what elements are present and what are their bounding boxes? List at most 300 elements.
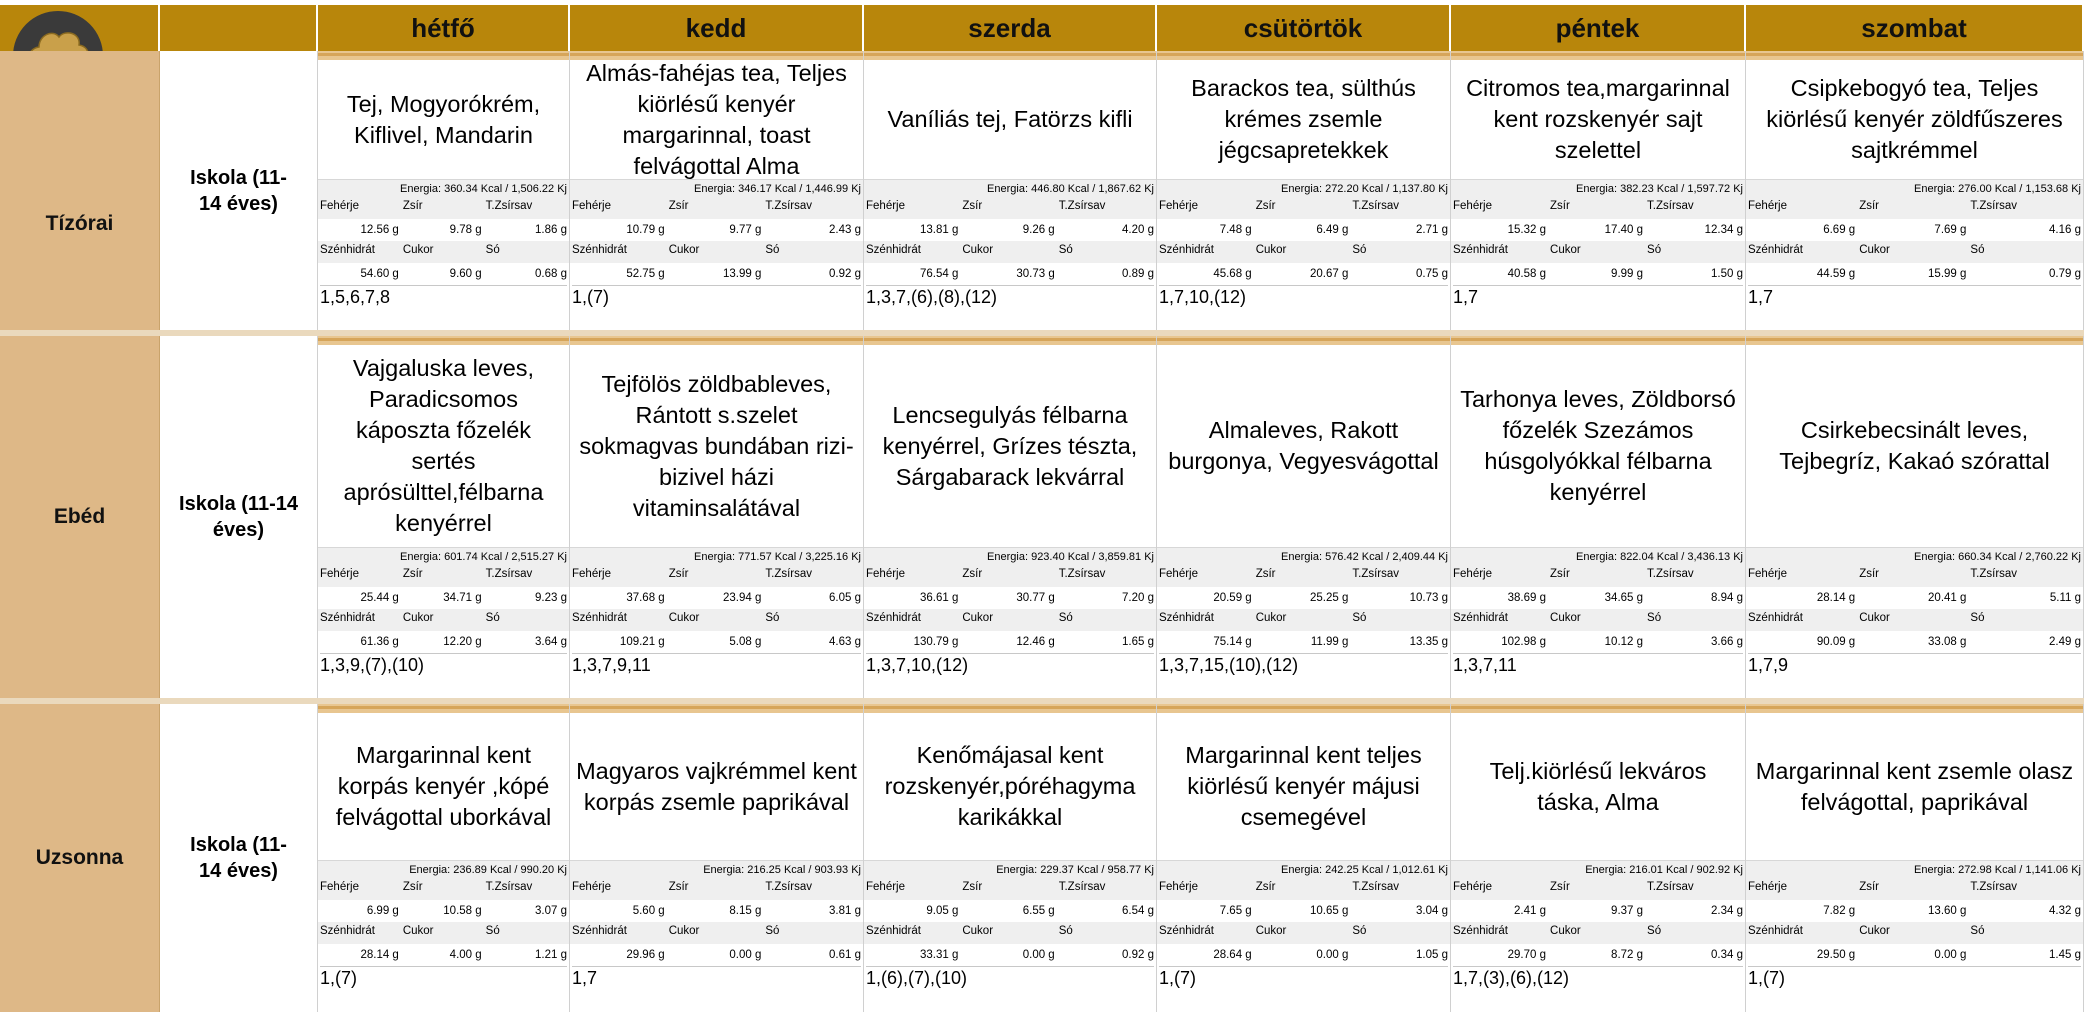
- energy-value: Energia: 360.34 Kcal / 1,506.22 Kj: [318, 179, 569, 197]
- day-header-1: kedd: [570, 5, 864, 51]
- value-sugar: 9.99 g: [1611, 268, 1644, 280]
- value-fat: 8.15 g: [729, 905, 762, 917]
- nutrient-value-row: [1157, 900, 1450, 922]
- dish-name: Telj.kiörlésű lekváros táska, Alma: [1489, 757, 1707, 815]
- nutrient-value-row: [1157, 219, 1450, 241]
- allergen-codes: 1,5,6,7,8: [320, 285, 567, 308]
- dish-name: Vajgaluska leves, Paradicsomos káposzta főzelék sertés aprósülttel,félbarna kenyérrel: [343, 355, 544, 536]
- energy-value: Energia: 276.00 Kcal / 1,153.68 Kj: [1746, 179, 2083, 197]
- day-header-5: szombat: [1746, 5, 2084, 51]
- label-fat: Zsír: [1255, 568, 1276, 580]
- label-salt: Só: [1970, 925, 1985, 937]
- value-carb: 54.60 g: [360, 268, 399, 280]
- nutrient-value-row: [1157, 631, 1450, 653]
- value-satfat: 4.16 g: [2049, 224, 2081, 236]
- value-salt: 0.92 g: [1122, 949, 1154, 961]
- dish-name: Tejfölös zöldbableves, Rántott s.szelet sokmagvas bundában rizi-bizivel házi vitaminsalátával: [579, 370, 854, 521]
- value-fat: 10.58 g: [443, 905, 482, 917]
- cell-accent-bar: [1746, 704, 2083, 713]
- nutrient-value-row: [318, 587, 569, 609]
- energy-value: Energia: 229.37 Kcal / 958.77 Kj: [864, 860, 1156, 878]
- value-sugar: 9.60 g: [449, 268, 482, 280]
- nutrient-value-row: [1451, 944, 1745, 966]
- school-label: Iskola (11-14 éves): [160, 336, 318, 698]
- label-fat: Zsír: [668, 200, 689, 212]
- label-protein: Fehérje: [320, 200, 359, 212]
- nutrient-label-row: [1157, 609, 1450, 631]
- value-carb: 75.14 g: [1213, 636, 1252, 648]
- value-satfat: 4.32 g: [2049, 905, 2081, 917]
- label-sugar: Cukor: [1255, 925, 1287, 937]
- nutrient-label-row: [1746, 565, 2083, 587]
- nutrient-label-row: [318, 565, 569, 587]
- dish-name: Lencsegulyás félbarna kenyérrel, Grízes tészta, Sárgabarack lekvárral: [882, 401, 1138, 490]
- nutrient-value-row: [1746, 631, 2083, 653]
- label-satfat: T.Zsírsav: [1647, 881, 1694, 893]
- value-fat: 9.77 g: [729, 224, 762, 236]
- value-sugar: 0.00 g: [1316, 949, 1349, 961]
- label-satfat: T.Zsírsav: [1058, 881, 1106, 893]
- nutrient-value-row: [1157, 263, 1450, 285]
- nutrient-label-row: [318, 241, 569, 263]
- dish-name: Barackos tea, sülthús krémes zsemle jégcsapretekkek: [1191, 75, 1416, 163]
- value-salt: 13.35 g: [1409, 636, 1448, 648]
- allergen-codes: 1,(7): [320, 966, 567, 989]
- label-satfat: T.Zsírsav: [485, 200, 533, 212]
- meal-label: Tízórai: [0, 51, 160, 330]
- label-sugar: Cukor: [1859, 925, 1890, 937]
- label-protein: Fehérje: [1159, 568, 1198, 580]
- label-salt: Só: [485, 244, 500, 256]
- nutrient-value-row: [1451, 219, 1745, 241]
- nutrient-value-row: [1746, 900, 2083, 922]
- label-fat: Zsír: [1255, 200, 1276, 212]
- label-satfat: T.Zsírsav: [1970, 568, 2018, 580]
- nutrient-label-row: [318, 878, 569, 900]
- label-fat: Zsír: [962, 568, 983, 580]
- label-protein: Fehérje: [1748, 568, 1787, 580]
- nutrient-label-row: [570, 609, 863, 631]
- value-sugar: 13.99 g: [723, 268, 762, 280]
- value-salt: 0.34 g: [1711, 949, 1743, 961]
- menu-cell: [1746, 704, 2084, 1012]
- meal-label: Ebéd: [0, 336, 160, 698]
- dish-name: Citromos tea,margarinnal kent rozskenyér sajt szelettel: [1466, 75, 1730, 163]
- nutrient-label-row: [864, 565, 1156, 587]
- value-carb: 44.59 g: [1816, 268, 1856, 280]
- label-salt: Só: [1352, 612, 1367, 624]
- label-carb: Szénhidrát: [866, 244, 921, 256]
- nutrient-label-row: [318, 922, 569, 944]
- school-label: Iskola (11- 14 éves): [160, 704, 318, 1012]
- allergen-codes: 1,7,10,(12): [1159, 285, 1448, 308]
- nutrient-value-row: [570, 219, 863, 241]
- nutrient-value-row: [1157, 587, 1450, 609]
- value-satfat: 9.23 g: [535, 592, 567, 604]
- nutrient-label-row: [1157, 197, 1450, 219]
- nutrient-label-row: [1157, 878, 1450, 900]
- label-sugar: Cukor: [668, 612, 700, 624]
- nutrient-label-row: [864, 609, 1156, 631]
- value-satfat: 3.81 g: [829, 905, 861, 917]
- value-sugar: 12.20 g: [443, 636, 482, 648]
- value-fat: 6.55 g: [1022, 905, 1055, 917]
- dish-name: Magyaros vajkrémmel kent korpás zsemle paprikával: [576, 757, 857, 815]
- menu-cell: [864, 704, 1157, 1012]
- label-sugar: Cukor: [962, 244, 994, 256]
- label-protein: Fehérje: [1453, 568, 1492, 580]
- allergen-codes: 1,3,7,15,(10),(12): [1159, 653, 1448, 676]
- value-satfat: 5.11 g: [2049, 592, 2081, 604]
- nutrient-value-row: [318, 944, 569, 966]
- label-satfat: T.Zsírsav: [765, 568, 813, 580]
- menu-cell: [318, 336, 570, 698]
- energy-value: Energia: 822.04 Kcal / 3,436.13 Kj: [1451, 547, 1745, 565]
- dish-name: Csipkebogyó tea, Teljes kiörlésű kenyér zöldfűszeres sajtkrémmel: [1766, 75, 2063, 163]
- nutrient-value-row: [1451, 263, 1745, 285]
- value-protein: 5.60 g: [632, 905, 665, 917]
- dish-name: Margarinnal kent korpás kenyér ,kópé felvágottal uborkával: [335, 742, 552, 830]
- nutrient-value-row: [1451, 900, 1745, 922]
- cell-accent-bar: [1451, 704, 1745, 713]
- nutrient-value-row: [1746, 587, 2083, 609]
- nutrient-label-row: [864, 241, 1156, 263]
- label-carb: Szénhidrát: [320, 244, 375, 256]
- label-satfat: T.Zsírsav: [1647, 568, 1694, 580]
- cell-accent-bar: [570, 336, 863, 345]
- allergen-codes: 1,3,9,(7),(10): [320, 653, 567, 676]
- value-carb: 28.14 g: [360, 949, 399, 961]
- value-protein: 15.32 g: [1507, 224, 1547, 236]
- value-carb: 28.64 g: [1213, 949, 1252, 961]
- value-satfat: 8.94 g: [1711, 592, 1743, 604]
- label-salt: Só: [485, 925, 500, 937]
- value-fat: 9.37 g: [1611, 905, 1644, 917]
- label-fat: Zsír: [1255, 881, 1276, 893]
- nutrient-label-row: [1451, 609, 1745, 631]
- value-sugar: 0.00 g: [1934, 949, 1967, 961]
- allergen-codes: 1,3,7,(6),(8),(12): [866, 285, 1154, 308]
- label-carb: Szénhidrát: [1159, 925, 1214, 937]
- value-sugar: 5.08 g: [729, 636, 762, 648]
- label-salt: Só: [1647, 612, 1662, 624]
- nutrient-label-row: [318, 609, 569, 631]
- menu-cell: [570, 51, 864, 330]
- nutrient-label-row: [1746, 878, 2083, 900]
- cell-accent-bar: [1746, 336, 2083, 345]
- value-fat: 25.25 g: [1310, 592, 1349, 604]
- allergen-codes: 1,(6),(7),(10): [866, 966, 1154, 989]
- nutrient-label-row: [1746, 609, 2083, 631]
- dish-name: Kenőmájasal kent rozskenyér,póréhagyma karikákkal: [884, 742, 1136, 830]
- label-protein: Fehérje: [572, 200, 611, 212]
- label-salt: Só: [765, 925, 780, 937]
- cell-accent-bar: [1157, 51, 1450, 60]
- nutrient-label-row: [570, 878, 863, 900]
- day-header-0: hétfő: [318, 5, 570, 51]
- value-fat: 6.49 g: [1316, 224, 1349, 236]
- label-fat: Zsír: [1550, 200, 1570, 212]
- nutrient-value-row: [864, 587, 1156, 609]
- nutrient-label-row: [864, 878, 1156, 900]
- value-satfat: 4.20 g: [1122, 224, 1154, 236]
- day-header-4: péntek: [1451, 5, 1746, 51]
- value-fat: 30.77 g: [1016, 592, 1055, 604]
- nutrient-value-row: [1451, 631, 1745, 653]
- label-sugar: Cukor: [1550, 612, 1581, 624]
- value-carb: 45.68 g: [1213, 268, 1252, 280]
- label-sugar: Cukor: [668, 244, 700, 256]
- energy-value: Energia: 242.25 Kcal / 1,012.61 Kj: [1157, 860, 1450, 878]
- dish-name: Tarhonya leves, Zöldborsó főzelék Szezámos húsgolyókkal félbarna kenyérrel: [1460, 386, 1736, 505]
- label-fat: Zsír: [402, 568, 423, 580]
- value-salt: 3.64 g: [535, 636, 567, 648]
- menu-cell: [864, 51, 1157, 330]
- nutrient-label-row: [1746, 241, 2083, 263]
- value-carb: 90.09 g: [1816, 636, 1856, 648]
- value-protein: 7.82 g: [1823, 905, 1856, 917]
- nutrient-label-row: [1451, 241, 1745, 263]
- allergen-codes: 1,7: [1453, 285, 1743, 308]
- label-salt: Só: [1970, 244, 1985, 256]
- label-carb: Szénhidrát: [1159, 612, 1214, 624]
- menu-cell: [570, 336, 864, 698]
- nutrient-value-row: [318, 631, 569, 653]
- nutrient-value-row: [570, 900, 863, 922]
- energy-value: Energia: 216.25 Kcal / 903.93 Kj: [570, 860, 863, 878]
- nutrient-value-row: [1746, 263, 2083, 285]
- label-satfat: T.Zsírsav: [1970, 200, 2018, 212]
- value-sugar: 15.99 g: [1928, 268, 1967, 280]
- cell-accent-bar: [570, 51, 863, 60]
- label-protein: Fehérje: [866, 568, 905, 580]
- label-fat: Zsír: [962, 200, 983, 212]
- dish-name: Almás-fahéjas tea, Teljes kiörlésű kenyér margarinnal, toast felvágottal Alma: [586, 60, 847, 179]
- value-sugar: 20.67 g: [1310, 268, 1349, 280]
- menu-cell: [1157, 336, 1451, 698]
- label-carb: Szénhidrát: [1453, 244, 1508, 256]
- cell-accent-bar: [1157, 336, 1450, 345]
- label-sugar: Cukor: [1859, 244, 1890, 256]
- value-salt: 2.49 g: [2049, 636, 2081, 648]
- value-salt: 4.63 g: [829, 636, 861, 648]
- label-fat: Zsír: [1859, 200, 1880, 212]
- label-fat: Zsír: [668, 568, 689, 580]
- energy-value: Energia: 236.89 Kcal / 990.20 Kj: [318, 860, 569, 878]
- value-salt: 0.79 g: [2049, 268, 2081, 280]
- cell-accent-bar: [864, 704, 1156, 713]
- value-fat: 9.26 g: [1022, 224, 1055, 236]
- dish-name: Margarinnal kent teljes kiörlésű kenyér májusi csemegével: [1185, 742, 1422, 830]
- dish-name: Vaníliás tej, Fatörzs kifli: [887, 106, 1133, 132]
- allergen-codes: 1,3,7,11: [1453, 653, 1743, 676]
- nutrient-value-row: [570, 631, 863, 653]
- label-carb: Szénhidrát: [1748, 925, 1803, 937]
- label-sugar: Cukor: [402, 925, 434, 937]
- label-protein: Fehérje: [866, 881, 905, 893]
- cell-accent-bar: [864, 51, 1156, 60]
- nutrient-label-row: [570, 197, 863, 219]
- value-carb: 109.21 g: [619, 636, 665, 648]
- label-fat: Zsír: [1550, 568, 1570, 580]
- label-sugar: Cukor: [1550, 925, 1581, 937]
- value-satfat: 7.20 g: [1122, 592, 1154, 604]
- cell-accent-bar: [1451, 51, 1745, 60]
- value-protein: 9.05 g: [926, 905, 959, 917]
- label-satfat: T.Zsírsav: [1647, 200, 1694, 212]
- value-sugar: 30.73 g: [1016, 268, 1055, 280]
- label-fat: Zsír: [1859, 881, 1880, 893]
- label-carb: Szénhidrát: [572, 244, 627, 256]
- cell-accent-bar: [318, 336, 569, 345]
- nutrient-value-row: [864, 219, 1156, 241]
- cell-accent-bar: [1451, 336, 1745, 345]
- value-protein: 7.48 g: [1219, 224, 1252, 236]
- label-fat: Zsír: [962, 881, 983, 893]
- nutrient-label-row: [318, 197, 569, 219]
- school-label: Iskola (11- 14 éves): [160, 51, 318, 330]
- label-protein: Fehérje: [320, 568, 359, 580]
- label-salt: Só: [765, 612, 780, 624]
- energy-value: Energia: 216.01 Kcal / 902.92 Kj: [1451, 860, 1745, 878]
- allergen-codes: 1,3,7,9,11: [572, 653, 861, 676]
- dish-name: Almaleves, Rakott burgonya, Vegyesvágottal: [1168, 417, 1439, 474]
- cell-accent-bar: [864, 336, 1156, 345]
- label-salt: Só: [765, 244, 780, 256]
- label-sugar: Cukor: [1255, 612, 1287, 624]
- nutrient-label-row: [1157, 565, 1450, 587]
- nutrient-label-row: [570, 922, 863, 944]
- label-satfat: T.Zsírsav: [1058, 200, 1106, 212]
- dish-name: Csirkebecsinált leves, Tejbegríz, Kakaó szórattal: [1779, 417, 2050, 474]
- nutrient-value-row: [318, 219, 569, 241]
- value-carb: 102.98 g: [1501, 636, 1547, 648]
- menu-cell: [570, 704, 864, 1012]
- menu-cell: [1157, 51, 1451, 330]
- value-carb: 130.79 g: [913, 636, 959, 648]
- allergen-codes: 1,(7): [1748, 966, 2081, 989]
- dish-name: Margarinnal kent zsemle olasz felvágottal, paprikával: [1755, 757, 2074, 815]
- value-satfat: 2.71 g: [1416, 224, 1448, 236]
- cell-accent-bar: [318, 704, 569, 713]
- value-protein: 7.65 g: [1219, 905, 1252, 917]
- nutrient-value-row: [570, 263, 863, 285]
- label-fat: Zsír: [402, 200, 423, 212]
- value-sugar: 10.12 g: [1604, 636, 1644, 648]
- label-sugar: Cukor: [962, 925, 994, 937]
- nutrient-value-row: [318, 900, 569, 922]
- value-satfat: 6.54 g: [1122, 905, 1154, 917]
- energy-value: Energia: 601.74 Kcal / 2,515.27 Kj: [318, 547, 569, 565]
- menu-cell: [864, 336, 1157, 698]
- cell-accent-bar: [570, 704, 863, 713]
- value-salt: 3.66 g: [1711, 636, 1743, 648]
- value-salt: 0.89 g: [1122, 268, 1154, 280]
- value-satfat: 3.04 g: [1416, 905, 1448, 917]
- nutrient-value-row: [1746, 944, 2083, 966]
- value-salt: 1.65 g: [1122, 636, 1154, 648]
- value-protein: 36.61 g: [919, 592, 959, 604]
- allergen-codes: 1,7: [1748, 285, 2081, 308]
- menu-cell: [318, 51, 570, 330]
- label-protein: Fehérje: [866, 200, 905, 212]
- menu-cell: [318, 704, 570, 1012]
- value-satfat: 10.73 g: [1409, 592, 1448, 604]
- nutrient-value-row: [864, 263, 1156, 285]
- value-protein: 25.44 g: [360, 592, 399, 604]
- cell-accent-bar: [1746, 51, 2083, 60]
- nutrient-label-row: [1451, 565, 1745, 587]
- value-carb: 29.50 g: [1816, 949, 1856, 961]
- value-protein: 20.59 g: [1213, 592, 1252, 604]
- value-protein: 10.79 g: [626, 224, 665, 236]
- value-fat: 13.60 g: [1928, 905, 1967, 917]
- label-carb: Szénhidrát: [866, 925, 921, 937]
- value-fat: 10.65 g: [1310, 905, 1349, 917]
- label-satfat: T.Zsírsav: [485, 568, 533, 580]
- energy-value: Energia: 382.23 Kcal / 1,597.72 Kj: [1451, 179, 1745, 197]
- label-protein: Fehérje: [572, 568, 611, 580]
- label-salt: Só: [1058, 612, 1073, 624]
- nutrient-value-row: [864, 631, 1156, 653]
- value-protein: 12.56 g: [360, 224, 399, 236]
- label-sugar: Cukor: [1859, 612, 1890, 624]
- value-sugar: 0.00 g: [1022, 949, 1055, 961]
- value-satfat: 1.86 g: [535, 224, 567, 236]
- energy-value: Energia: 660.34 Kcal / 2,760.22 Kj: [1746, 547, 2083, 565]
- value-protein: 6.69 g: [1823, 224, 1856, 236]
- nutrient-value-row: [570, 944, 863, 966]
- value-fat: 17.40 g: [1604, 224, 1644, 236]
- nutrient-label-row: [570, 241, 863, 263]
- label-salt: Só: [1352, 244, 1367, 256]
- label-protein: Fehérje: [1159, 881, 1198, 893]
- value-carb: 52.75 g: [626, 268, 665, 280]
- menu-cell: [1746, 51, 2084, 330]
- energy-value: Energia: 272.20 Kcal / 1,137.80 Kj: [1157, 179, 1450, 197]
- value-satfat: 6.05 g: [829, 592, 861, 604]
- allergen-codes: 1,3,7,10,(12): [866, 653, 1154, 676]
- label-sugar: Cukor: [962, 612, 994, 624]
- label-carb: Szénhidrát: [320, 925, 375, 937]
- label-carb: Szénhidrát: [1453, 612, 1508, 624]
- energy-value: Energia: 771.57 Kcal / 3,225.16 Kj: [570, 547, 863, 565]
- label-salt: Só: [485, 612, 500, 624]
- label-salt: Só: [1352, 925, 1367, 937]
- label-sugar: Cukor: [668, 925, 700, 937]
- nutrient-value-row: [864, 900, 1156, 922]
- day-header-2: szerda: [864, 5, 1157, 51]
- value-protein: 37.68 g: [626, 592, 665, 604]
- label-fat: Zsír: [668, 881, 689, 893]
- allergen-codes: 1,7,9: [1748, 653, 2081, 676]
- value-satfat: 2.43 g: [829, 224, 861, 236]
- label-sugar: Cukor: [402, 612, 434, 624]
- nutrient-value-row: [1157, 944, 1450, 966]
- nutrient-label-row: [864, 197, 1156, 219]
- label-protein: Fehérje: [320, 881, 359, 893]
- nutrient-label-row: [1157, 241, 1450, 263]
- nutrient-label-row: [1451, 878, 1745, 900]
- nutrient-value-row: [864, 944, 1156, 966]
- label-protein: Fehérje: [1453, 881, 1492, 893]
- allergen-codes: 1,(7): [1159, 966, 1448, 989]
- allergen-codes: 1,7: [572, 966, 861, 989]
- value-sugar: 4.00 g: [449, 949, 482, 961]
- value-satfat: 12.34 g: [1704, 224, 1743, 236]
- label-sugar: Cukor: [402, 244, 434, 256]
- label-satfat: T.Zsírsav: [765, 200, 813, 212]
